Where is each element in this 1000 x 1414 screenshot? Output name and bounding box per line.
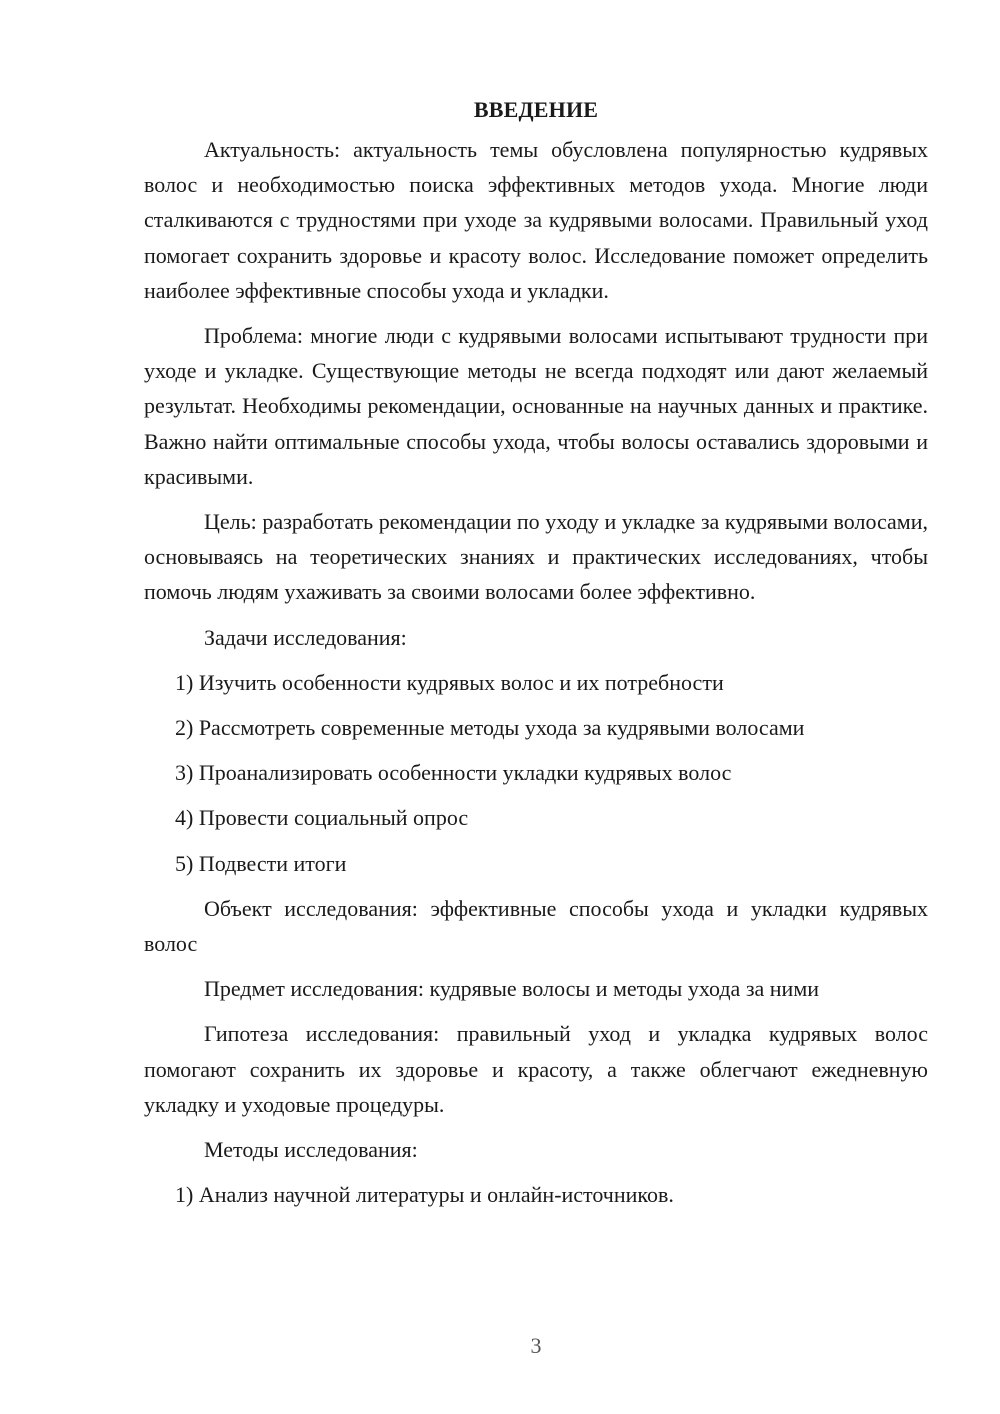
goal-paragraph: Цель: разработать рекомендации по уходу и укладке за кудрявыми волосами, основываясь на теоретических знаниях и практических исследованиях, чтобы помочь людям ухаживать за своими волосами более эффективно. [144,509,928,605]
list-item: 2) Рассмотреть современные методы ухода за кудрявыми волосами [175,715,805,741]
methods-heading: Методы исследования: [204,1137,418,1163]
relevance-paragraph: Актуальность: актуальность темы обусловлена популярностью кудрявых волос и необходимостью поиска эффективных методов ухода. Многие люди сталкиваются с трудностями при уходе за кудрявыми волосами. Правильный уход помогает сохранить здоровье и красоту волос. Исследование поможет определить наиболее эффективные способы ухода и укладки. [144,137,928,303]
document-page [144,92,928,1222]
page-number: 3 [530,1333,542,1358]
list-item: 1) Изучить особенности кудрявых волос и их потребности [175,669,724,695]
tasks-list [144,665,928,881]
tasks-heading: Задачи исследования: [204,624,407,650]
page-title: ВВЕДЕНИЕ [473,97,599,122]
subject-paragraph: Предмет исследования: кудрявые волосы и методы ухода за ними [204,976,820,1002]
problem-paragraph: Проблема: многие люди с кудрявыми волосами испытывают трудности при уходе и укладке. Существующие методы не всегда подходят или дают желаемый результат. Необходимы рекомендации, основанные на научных данных и практике. Важно найти оптимальные способы ухода, чтобы волосы оставались здоровыми и красивыми. [144,323,928,489]
hypothesis-paragraph: Гипотеза исследования: правильный уход и укладка кудрявых волос помогают сохранить их здоровье и красоту, а также облегчают ежедневную укладку и уходовые процедуры. [144,1021,928,1117]
list-item: 4) Провести социальный опрос [175,805,469,831]
list-item: 1) Анализ научной литературы и онлайн-источников. [175,1182,674,1208]
list-item: 5) Подвести итоги [175,850,347,876]
list-item: 3) Проанализировать особенности укладки кудрявых волос [175,760,732,786]
methods-list [144,1177,928,1212]
object-paragraph: Объект исследования: эффективные способы ухода и укладки кудрявых волос [144,895,928,957]
